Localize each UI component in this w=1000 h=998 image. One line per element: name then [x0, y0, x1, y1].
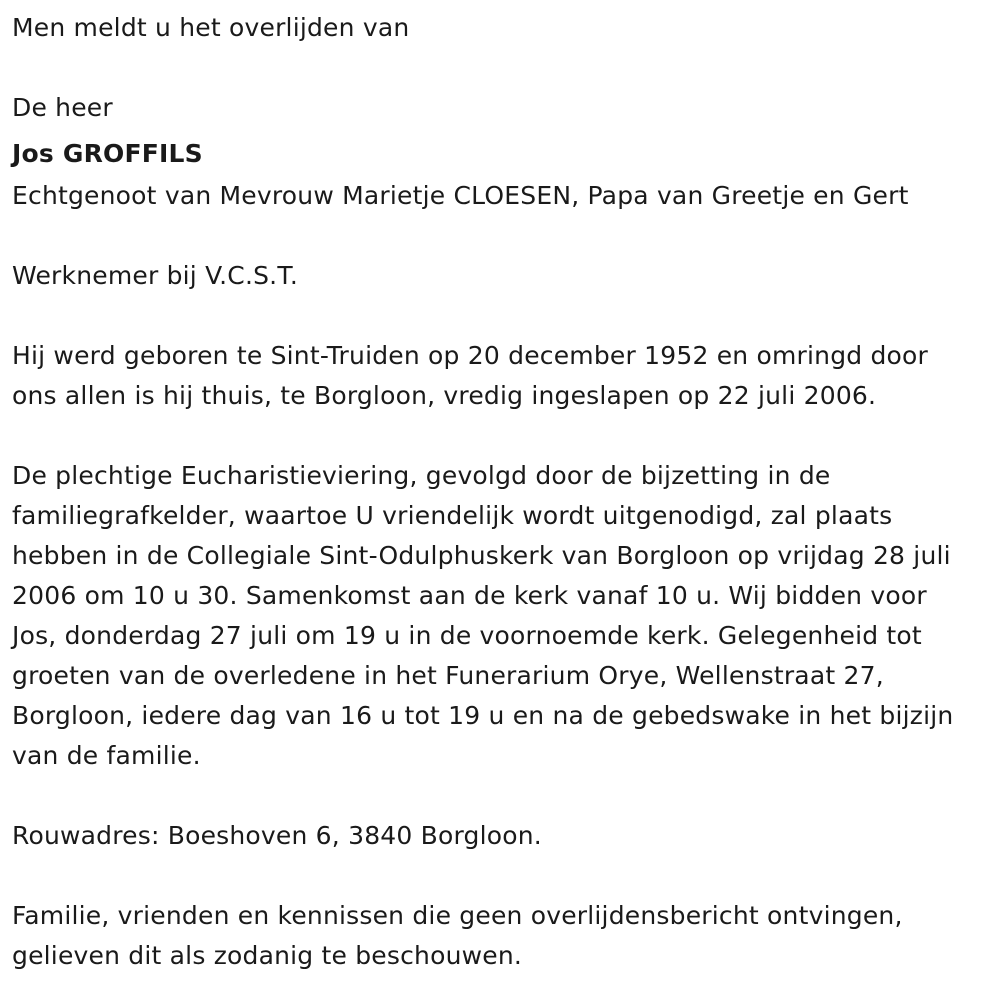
address-text: Rouwadres: Boeshoven 6, 3840 Borgloon.: [12, 821, 542, 850]
paragraph-line: 2006 om 10 u 30. Samenkomst aan de kerk vanaf 10 u. Wij bidden voor: [12, 581, 927, 610]
paragraph-line: Hij werd geboren te Sint-Truiden op 20 december 1952 en omringd door: [12, 341, 929, 370]
paragraph-line: familiegrafkelder, waartoe U vriendelijk wordt uitgenodigd, zal plaats: [12, 501, 893, 530]
paragraph-line: Borgloon, iedere dag van 16 u tot 19 u en na de gebedswake in het bijzijn: [12, 701, 954, 730]
spacer: [12, 48, 988, 88]
paragraph-line: groeten van de overledene in het Funerarium Orye, Wellenstraat 27,: [12, 661, 884, 690]
occupation-text: Werknemer bij V.C.S.T.: [12, 261, 298, 290]
spacer: [12, 216, 988, 256]
paragraph-line: gelieven dit als zodanig te beschouwen.: [12, 941, 523, 970]
spacer: [12, 776, 988, 816]
paragraph-line: Familie, vrienden en kennissen die geen overlijdensbericht ontvingen,: [12, 901, 903, 930]
paragraph-line: De plechtige Eucharistieviering, gevolgd door de bijzetting in de: [12, 461, 831, 490]
paragraph-line: ons allen is hij thuis, te Borgloon, vredig ingeslapen op 22 juli 2006.: [12, 381, 877, 410]
paragraph-line: hebben in de Collegiale Sint-Odulphuskerk van Borgloon op vrijdag 28 juli: [12, 541, 951, 570]
paragraph-line: van de familie.: [12, 741, 201, 770]
spacer: [12, 296, 988, 336]
spacer: [12, 856, 988, 896]
birth-death-paragraph: [12, 336, 988, 416]
intro-text: Men meldt u het overlijden van: [12, 13, 410, 42]
paragraph-line: Jos, donderdag 27 juli om 19 u in de voornoemde kerk. Gelegenheid tot: [12, 621, 922, 650]
ceremony-paragraph: [12, 456, 988, 776]
closing-paragraph: [12, 896, 988, 976]
salutation: De heer: [12, 93, 113, 122]
spacer: [12, 416, 988, 456]
relations-text: Echtgenoot van Mevrouw Marietje CLOESEN, Papa van Greetje en Gert: [12, 181, 909, 210]
deceased-name: Jos GROFFILS: [12, 139, 203, 168]
